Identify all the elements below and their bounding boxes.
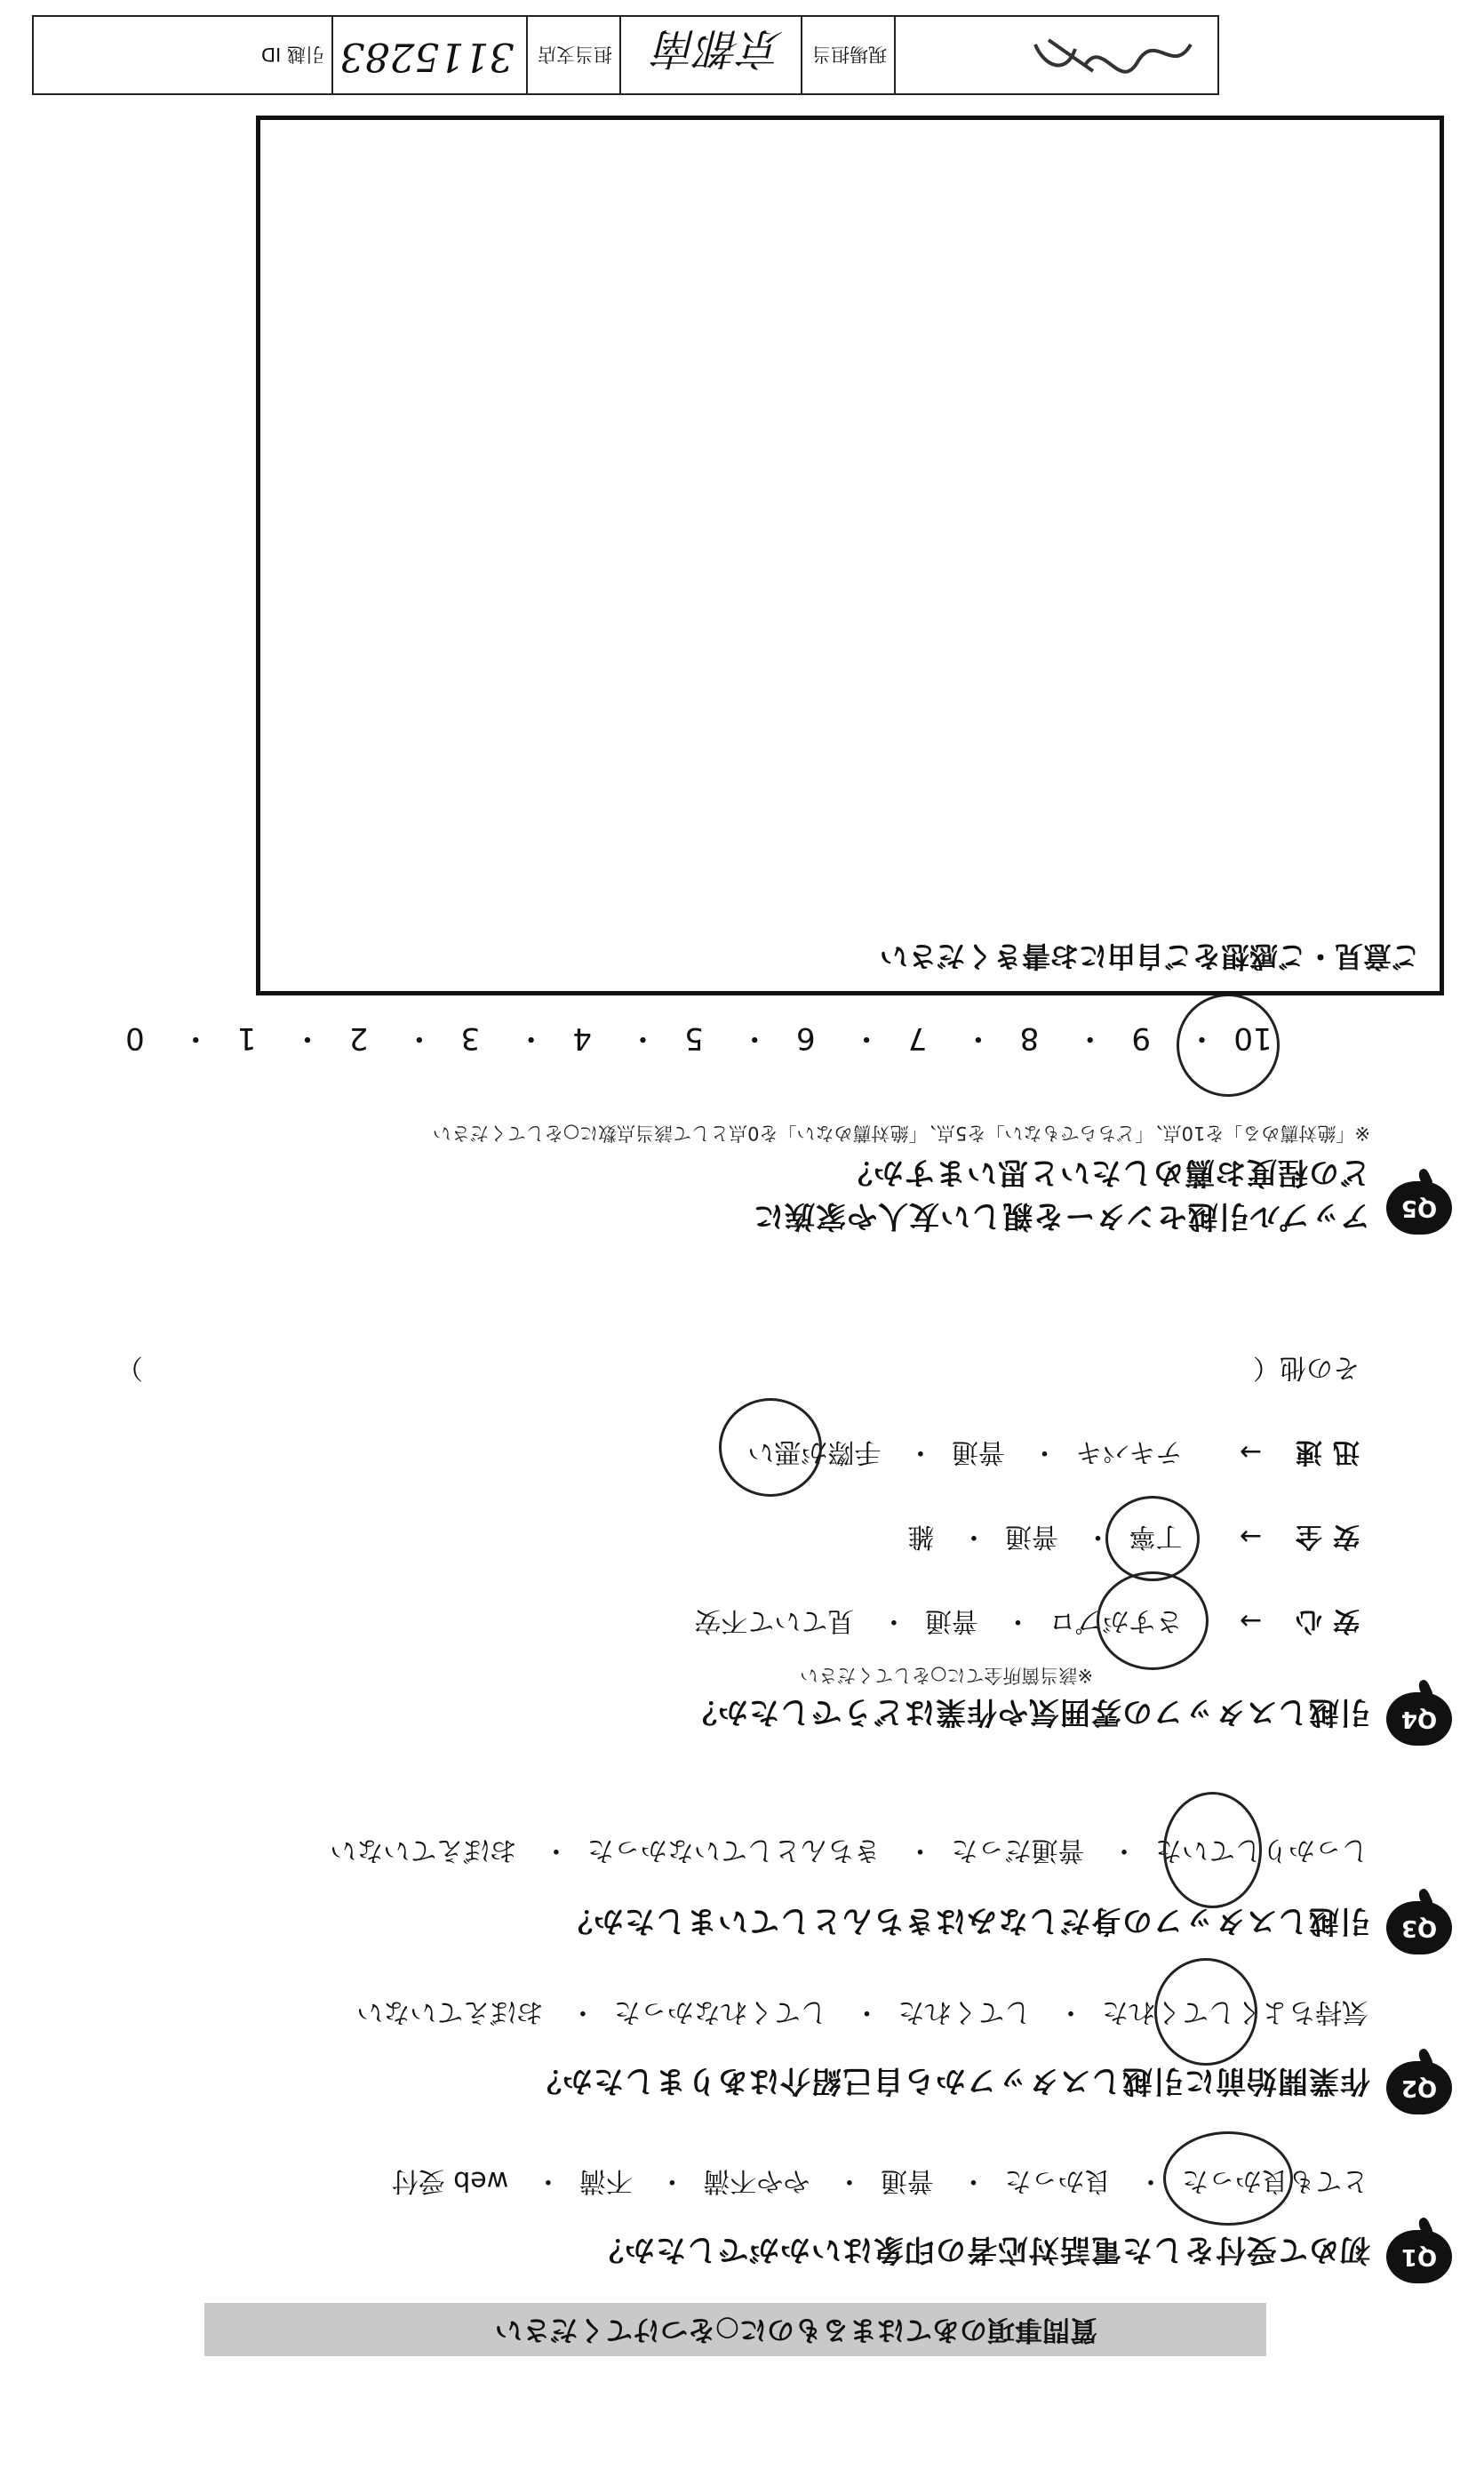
score-option[interactable]: 7: [907, 1020, 928, 1056]
q3-question: 引越しスタッフの身だしなみはきちんとしていましたか？: [562, 1903, 1370, 1938]
q3-option[interactable]: しっかりしていた: [1155, 1835, 1368, 1866]
arrow-icon: →: [1239, 1436, 1262, 1467]
q4-row-anshin: 安心→ さすがプロ・ 普通・ 見ていて不安: [694, 1604, 1360, 1643]
branch-value-cell: [619, 17, 801, 93]
q5-selection-mark: [1177, 994, 1280, 1097]
q3-selection-mark: [1163, 1792, 1262, 1908]
comment-box[interactable]: [256, 116, 1444, 995]
q4-row-label: 安全: [1285, 1521, 1360, 1552]
q3-option[interactable]: おぼえていない: [330, 1835, 517, 1866]
score-option[interactable]: 8: [1019, 1020, 1040, 1056]
q4-option[interactable]: 丁寧: [1129, 1521, 1183, 1552]
q4-anzen-selection-mark: [1105, 1496, 1200, 1581]
q4-row-jinsoku: 迅速→ テキパキ・ 普通・ 手際が悪い: [747, 1435, 1360, 1475]
q2-selection-mark: [1154, 1958, 1257, 2066]
q4-badge: Q4: [1386, 1692, 1452, 1746]
score-option[interactable]: 9: [1131, 1020, 1152, 1056]
q4-option[interactable]: 手際が悪い: [747, 1436, 882, 1467]
branch-label-cell: [526, 17, 619, 93]
score-option[interactable]: 0: [125, 1020, 145, 1056]
arrow-icon: →: [1239, 1605, 1262, 1636]
q2-option[interactable]: おぼえていない: [356, 1996, 544, 2027]
score-option[interactable]: 2: [348, 1020, 369, 1056]
q4-question: 引越しスタッフの雰囲気や作業はどうでしたか？: [686, 1694, 1370, 1730]
score-option[interactable]: 6: [795, 1020, 816, 1056]
q5-note: ※「絶対薦める」を10点、「どちらでもない」を5点、「絶対薦めない」を0点として該当点数に○をしてください: [432, 1123, 1370, 1144]
q4-other-close: ）: [116, 1352, 143, 1383]
q4-row-anzen: 安全→ 丁寧・ 普通・ 雑: [907, 1520, 1360, 1559]
move-id-label-cell: [34, 17, 331, 93]
q4-other: [116, 1351, 1360, 1390]
q1-question: 初めて受付をした電話対応者の印象はいかがでしたか？: [593, 2232, 1370, 2267]
q3-option[interactable]: 普通だった: [951, 1835, 1085, 1866]
q1-selection-mark: [1163, 2131, 1293, 2226]
office-use-table: [32, 15, 1219, 95]
q2-options[interactable]: 気持ちよくしてくれた・ してくれた・ してくれなかった・ おぼえていない: [356, 1996, 1368, 2027]
q1-option[interactable]: とても良かった: [1182, 2165, 1368, 2196]
q1-option[interactable]: web 受付: [391, 2165, 509, 2196]
q5-score-scale[interactable]: 10・ 9・ 8・ 7・ 6・ 5・ 4・ 3・ 2・ 1・ 0: [108, 1019, 1280, 1063]
q1-options[interactable]: とても良かった・ 良かった・ 普通・ やや不満・ 不満・ web 受付: [391, 2165, 1368, 2196]
q5-badge: Q5: [1386, 1181, 1452, 1235]
q3-badge: Q3: [1386, 1901, 1452, 1954]
q2-option[interactable]: してくれなかった: [613, 1996, 827, 2027]
score-option[interactable]: 10: [1233, 1020, 1273, 1056]
move-id-value-cell: [331, 17, 526, 93]
q1-option[interactable]: 不満: [578, 2165, 633, 2196]
q1-option[interactable]: やや不満: [703, 2165, 810, 2196]
arrow-icon: →: [1239, 1521, 1262, 1552]
move-id-label: 引越 ID: [260, 44, 324, 65]
staff-label-cell: [801, 17, 894, 93]
instruction-banner: [204, 2303, 1266, 2356]
q4-option[interactable]: さすがプロ: [1049, 1605, 1183, 1636]
q2-badge: Q2: [1386, 2061, 1452, 2114]
q1-badge: Q1: [1386, 2230, 1452, 2283]
staff-label: 現場担当: [812, 44, 888, 65]
score-option[interactable]: 5: [684, 1020, 704, 1056]
branch-value: 京都南: [655, 23, 784, 73]
q4-option[interactable]: 見ていて不安: [694, 1605, 855, 1636]
score-option[interactable]: 1: [236, 1020, 257, 1056]
staff-signature-cell: [894, 17, 1217, 93]
q4-note: ※該当箇所全てに○をしてください: [800, 1665, 1093, 1686]
q2-question: 作業開始前に引越しスタッフから自己紹介はありましたか？: [531, 2063, 1370, 2098]
q1-option[interactable]: 普通: [880, 2165, 934, 2196]
staff-signature: [1022, 22, 1200, 84]
q4-anshin-selection-mark: [1097, 1571, 1209, 1670]
q1-option[interactable]: 良かった: [1004, 2165, 1112, 2196]
q4-option[interactable]: 普通: [924, 1605, 978, 1636]
instruction-text: 質問事項のあてはまるものに○をつけてください: [494, 2314, 1097, 2346]
q5-question-line2: どの程度お薦めしたいと思いますか？: [842, 1155, 1370, 1190]
comment-title: ご意見・ご感想をご自由にお書きください: [879, 939, 1420, 973]
q4-row-label: 安心: [1285, 1605, 1360, 1636]
branch-label: 担当支店: [538, 44, 613, 65]
move-id-value: 3115283: [339, 34, 515, 79]
q2-option[interactable]: してくれた: [898, 1996, 1032, 2027]
q3-option[interactable]: きちんとしていなかった: [586, 1835, 881, 1866]
q4-option[interactable]: 雑: [907, 1521, 935, 1552]
q4-option[interactable]: テキパキ: [1075, 1436, 1183, 1467]
q4-other-label: その他（: [1253, 1352, 1360, 1383]
q4-option[interactable]: 普通: [951, 1436, 1005, 1467]
q4-option[interactable]: 普通: [1004, 1521, 1058, 1552]
q3-options[interactable]: しっかりしていた・ 普通だった・ きちんとしていなかった・ おぼえていない: [330, 1835, 1368, 1866]
q4-row-label: 迅速: [1285, 1436, 1360, 1467]
q4-jinsoku-selection-mark: [719, 1398, 822, 1497]
q2-option[interactable]: 気持ちよくしてくれた: [1102, 1996, 1368, 2027]
score-option[interactable]: 3: [460, 1020, 481, 1056]
q5-question-line1: アップル引越センターを親しい友人や家族に: [753, 1198, 1370, 1234]
score-option[interactable]: 4: [572, 1020, 592, 1056]
